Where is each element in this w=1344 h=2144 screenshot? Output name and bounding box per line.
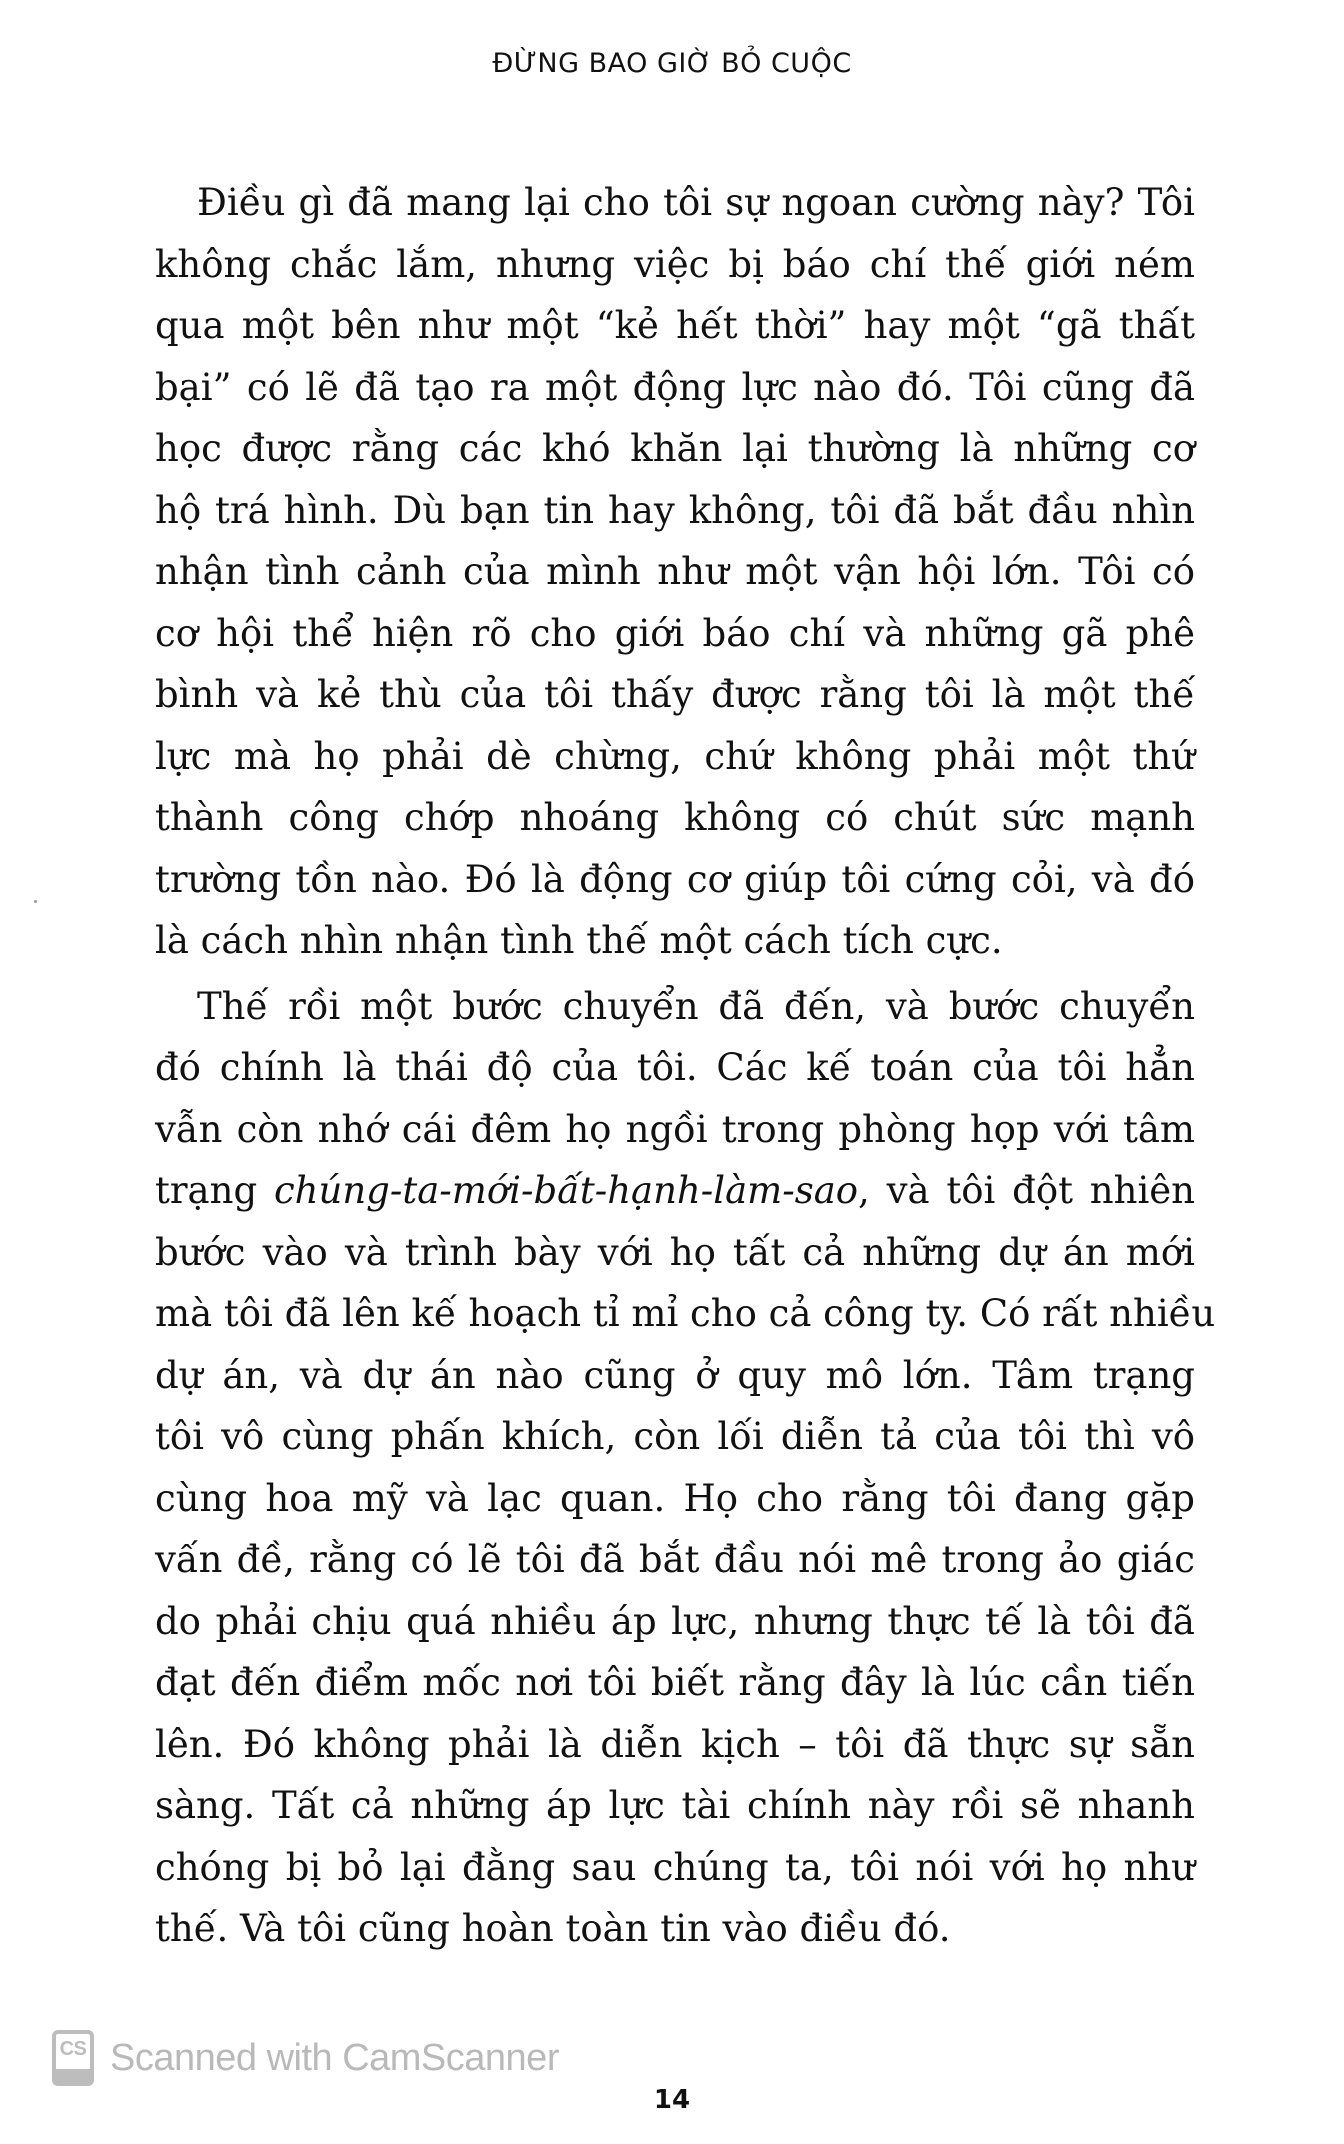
paragraph-2	[155, 976, 1216, 1960]
text-line: Thế rồi một bước chuyển đã đến, và bước chuyển	[197, 984, 1195, 1028]
text-line: bại” có lẽ đã tạo ra một động lực nào đó. Tôi cũng đã	[155, 365, 1195, 409]
text-line: chóng bị bỏ lại đằng sau chúng ta, tôi nói với họ như	[155, 1845, 1195, 1889]
italic-phrase: chúng-ta-mới-bất-hạnh-làm-sao	[273, 1169, 859, 1212]
text-line: vấn đề, rằng có lẽ tôi đã bắt đầu nói mê trong ảo giác	[155, 1538, 1195, 1581]
text-line-with-italic	[155, 1160, 1195, 1222]
text-line: mà tôi đã lên kế hoạch tỉ mỉ cho cả công ty. Có rất nhiều	[155, 1292, 1216, 1335]
scan-speck	[34, 900, 37, 903]
paragraph-1	[155, 172, 1195, 972]
text-line: hộ trá hình. Dù bạn tin hay không, tôi đã bắt đầu nhìn	[155, 488, 1195, 532]
text-line: dự án, và dự án nào cũng ở quy mô lớn. Tâm trạng	[155, 1353, 1195, 1397]
text-line: tôi vô cùng phấn khích, còn lối diễn tả của tôi thì vô	[155, 1415, 1195, 1458]
text-line: là cách nhìn nhận tình thế một cách tích cực.	[155, 919, 1003, 962]
text-fragment: trạng	[155, 1169, 274, 1212]
body-text	[155, 172, 1216, 1960]
text-line: cơ hội thể hiện rõ cho giới báo chí và những gã phê	[155, 611, 1195, 655]
text-line: sàng. Tất cả những áp lực tài chính này rồi sẽ nhanh	[155, 1784, 1195, 1827]
text-line: do phải chịu quá nhiều áp lực, nhưng thực tế là tôi đã	[155, 1599, 1195, 1643]
text-line: Điều gì đã mang lại cho tôi sự ngoan cường này? Tôi	[197, 181, 1195, 224]
running-header: ĐỪNG BAO GIỜ BỎ CUỘC	[492, 48, 852, 79]
camscanner-logo-icon: CS	[52, 2030, 94, 2086]
text-line: bước vào và trình bày với họ tất cả những dự án mới	[155, 1230, 1195, 1274]
text-line: thế. Và tôi cũng hoàn toàn tin vào điều đó.	[155, 1907, 951, 1950]
page-number: 14	[653, 2085, 691, 2115]
text-line: không chắc lắm, nhưng việc bị báo chí thế giới ném	[155, 242, 1195, 286]
text-line: bình và kẻ thù của tôi thấy được rằng tôi là một thế	[155, 673, 1195, 716]
text-line: cùng hoa mỹ và lạc quan. Họ cho rằng tôi đang gặp	[155, 1476, 1195, 1520]
text-line: lực mà họ phải dè chừng, chứ không phải một thứ	[155, 734, 1195, 778]
text-line: nhận tình cảnh của mình như một vận hội lớn. Tôi có	[155, 550, 1195, 593]
text-line: học được rằng các khó khăn lại thường là những cơ	[155, 427, 1195, 470]
camscanner-watermark	[52, 2030, 559, 2086]
text-line: đạt đến điểm mốc nơi tôi biết rằng đây là lúc cần tiến	[155, 1661, 1195, 1704]
watermark-label: Scanned with CamScanner	[110, 2036, 559, 2079]
text-line: thành công chớp nhoáng không có chút sức mạnh	[155, 796, 1195, 839]
text-line: đó chính là thái độ của tôi. Các kế toán của tôi hẳn	[155, 1046, 1195, 1089]
text-fragment: , và tôi đột nhiên	[858, 1169, 1196, 1212]
text-line: qua một bên như một “kẻ hết thời” hay một “gã thất	[155, 304, 1195, 347]
text-line: vẫn còn nhớ cái đêm họ ngồi trong phòng họp với tâm	[155, 1107, 1195, 1151]
text-line: lên. Đó không phải là diễn kịch – tôi đã thực sự sẵn	[155, 1722, 1195, 1766]
text-line: trường tồn nào. Đó là động cơ giúp tôi cứng cỏi, và đó	[155, 857, 1195, 901]
